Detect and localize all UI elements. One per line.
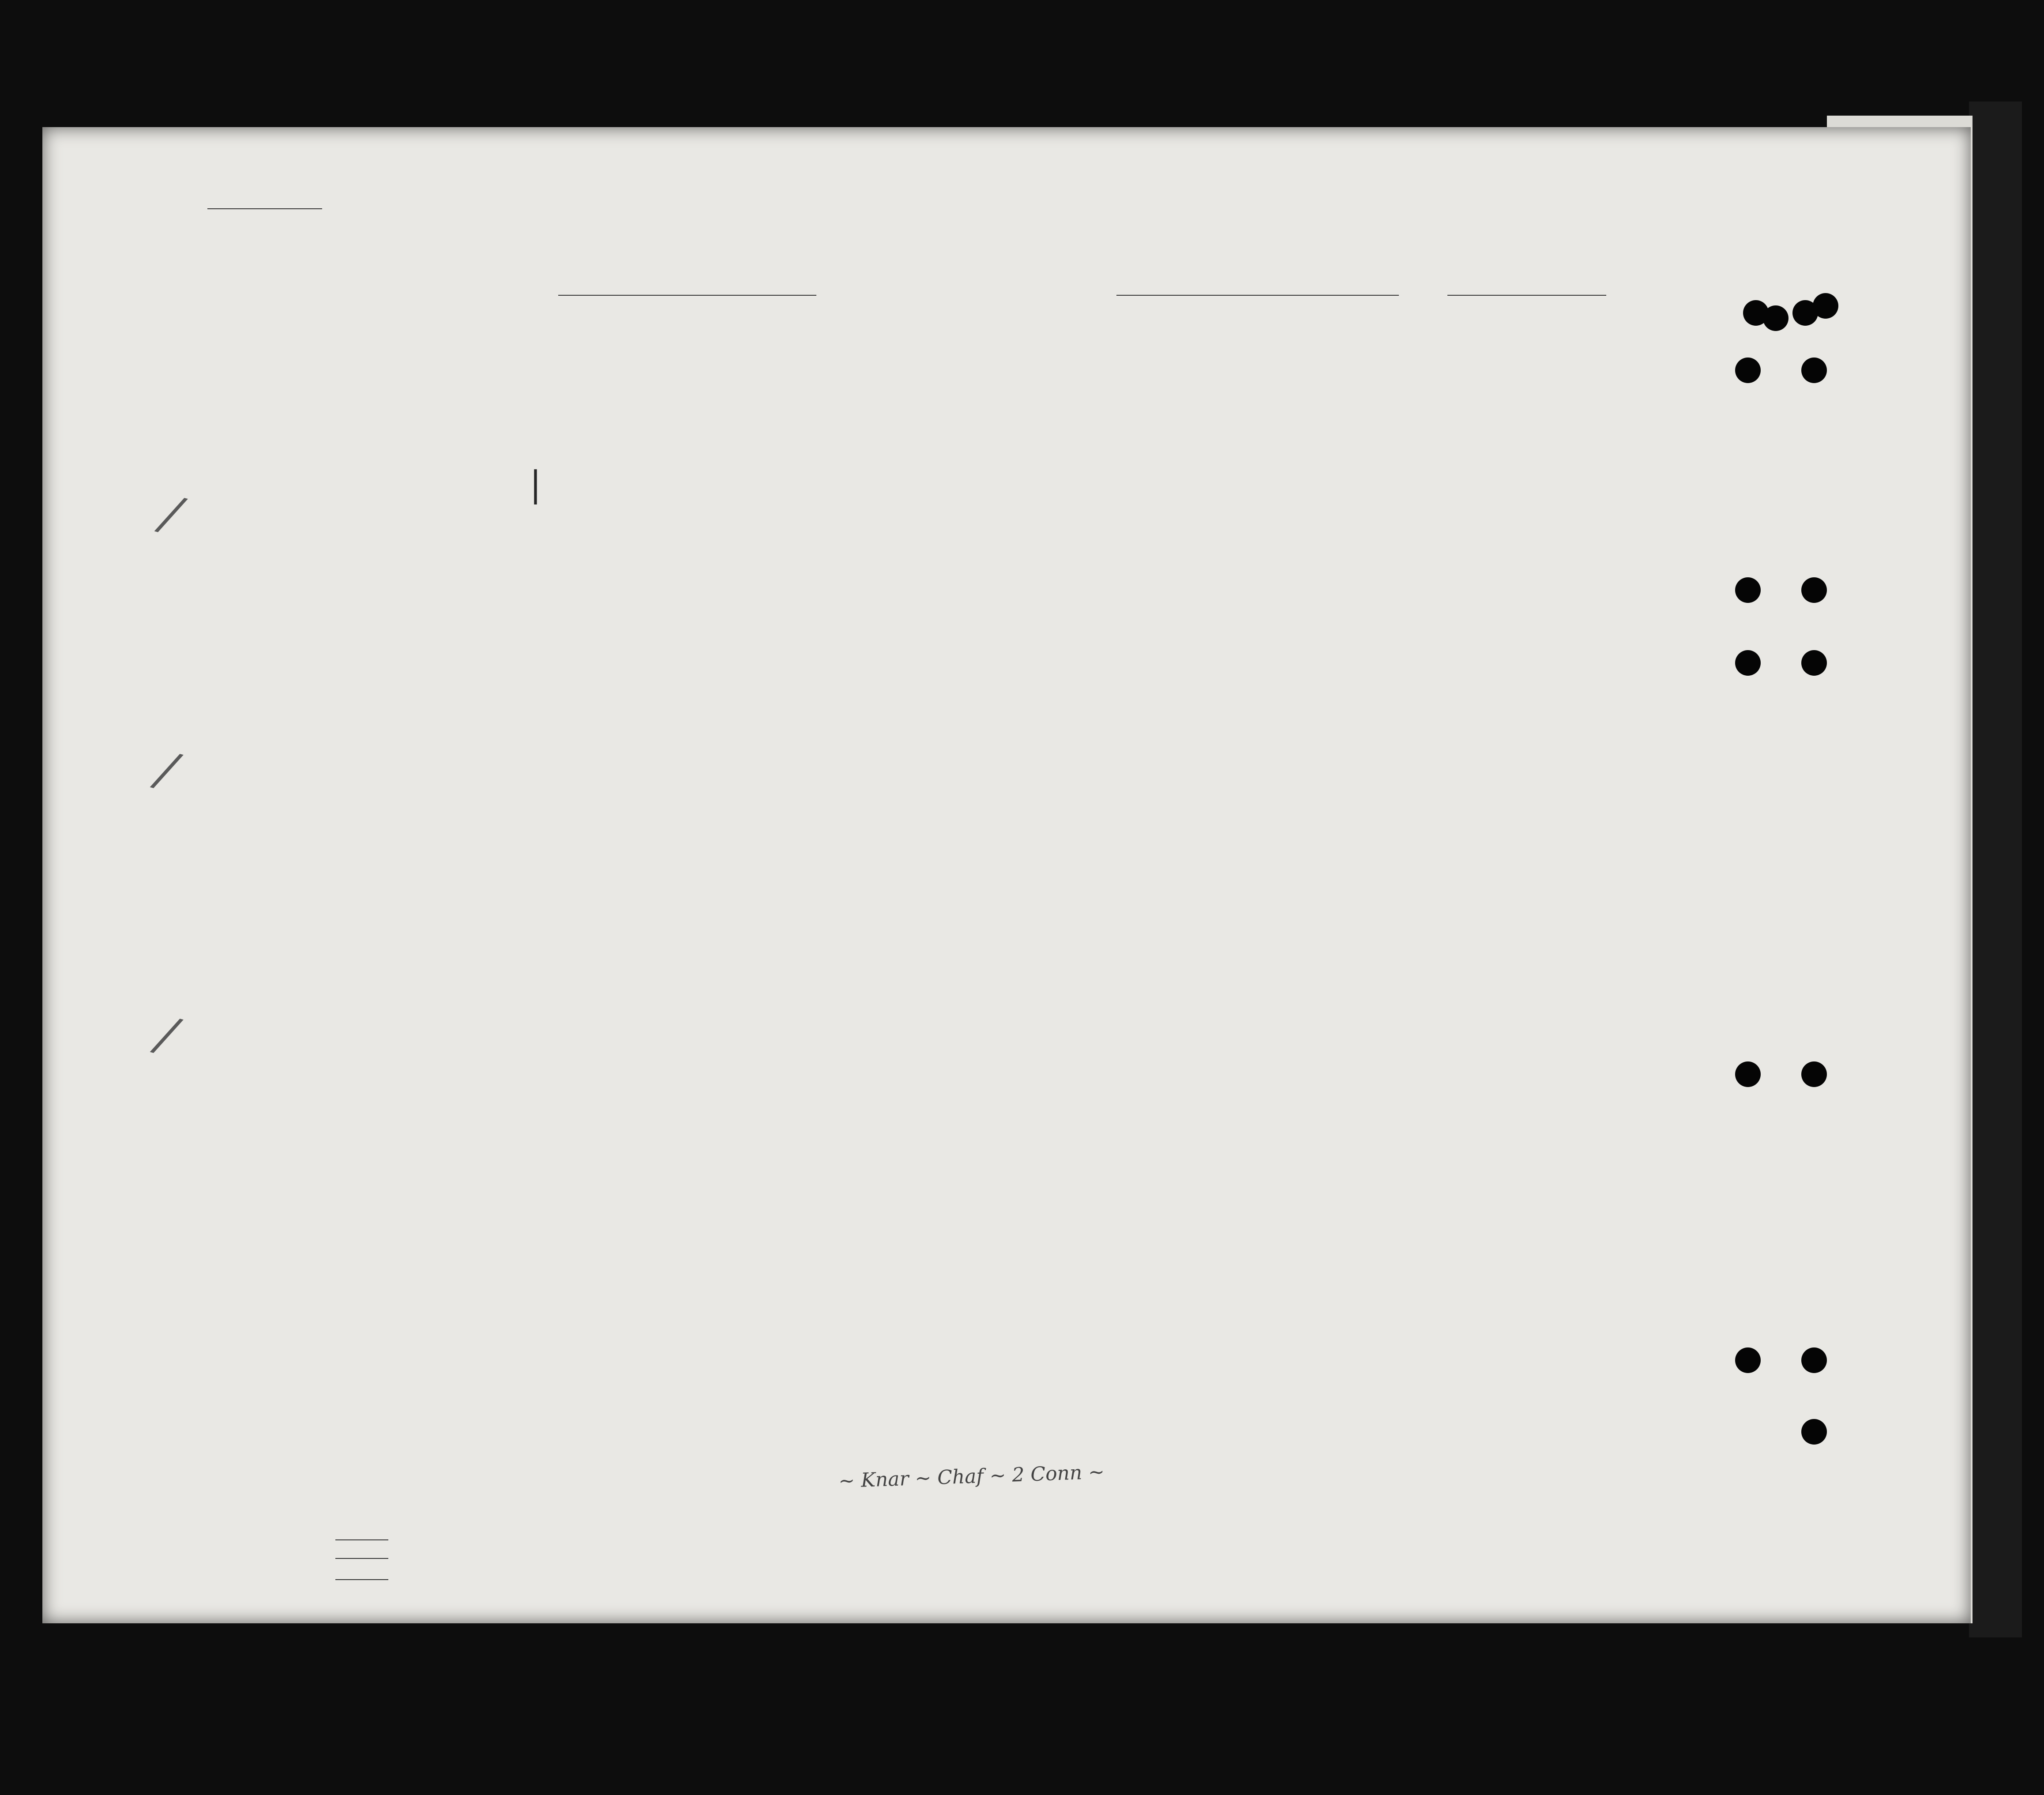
list-value — [207, 208, 322, 209]
handwritten-check: / — [152, 740, 182, 799]
punch-hole — [1801, 357, 1827, 383]
punch-hole — [1735, 357, 1761, 383]
manifest-sheet — [42, 127, 1971, 1623]
punch-hole — [1813, 293, 1838, 319]
punch-hole — [1801, 1347, 1827, 1373]
punch-hole — [1763, 305, 1788, 331]
punch-hole — [1801, 650, 1827, 676]
punch-hole — [1735, 577, 1761, 603]
ship-name — [558, 295, 816, 296]
handwritten-signature: ~ Knar ~ Chaf ~ 2 Conn ~ — [838, 1460, 1105, 1493]
sailing-month — [1447, 295, 1606, 296]
scanner-edge — [1969, 102, 2022, 1637]
punch-hole — [1735, 650, 1761, 676]
departure-port — [1116, 295, 1399, 296]
handwritten-check: / — [152, 1005, 182, 1064]
handwritten-check: | — [530, 463, 541, 504]
punch-hole — [1801, 1419, 1827, 1445]
punch-hole — [1801, 577, 1827, 603]
punch-hole — [1735, 1061, 1761, 1087]
total-passengers-value — [335, 1539, 388, 1540]
us-citizens-value — [335, 1558, 388, 1559]
punch-hole — [1735, 1347, 1761, 1373]
punch-hole — [1801, 1061, 1827, 1087]
handwritten-check: / — [156, 484, 187, 543]
aliens-value — [335, 1579, 388, 1580]
